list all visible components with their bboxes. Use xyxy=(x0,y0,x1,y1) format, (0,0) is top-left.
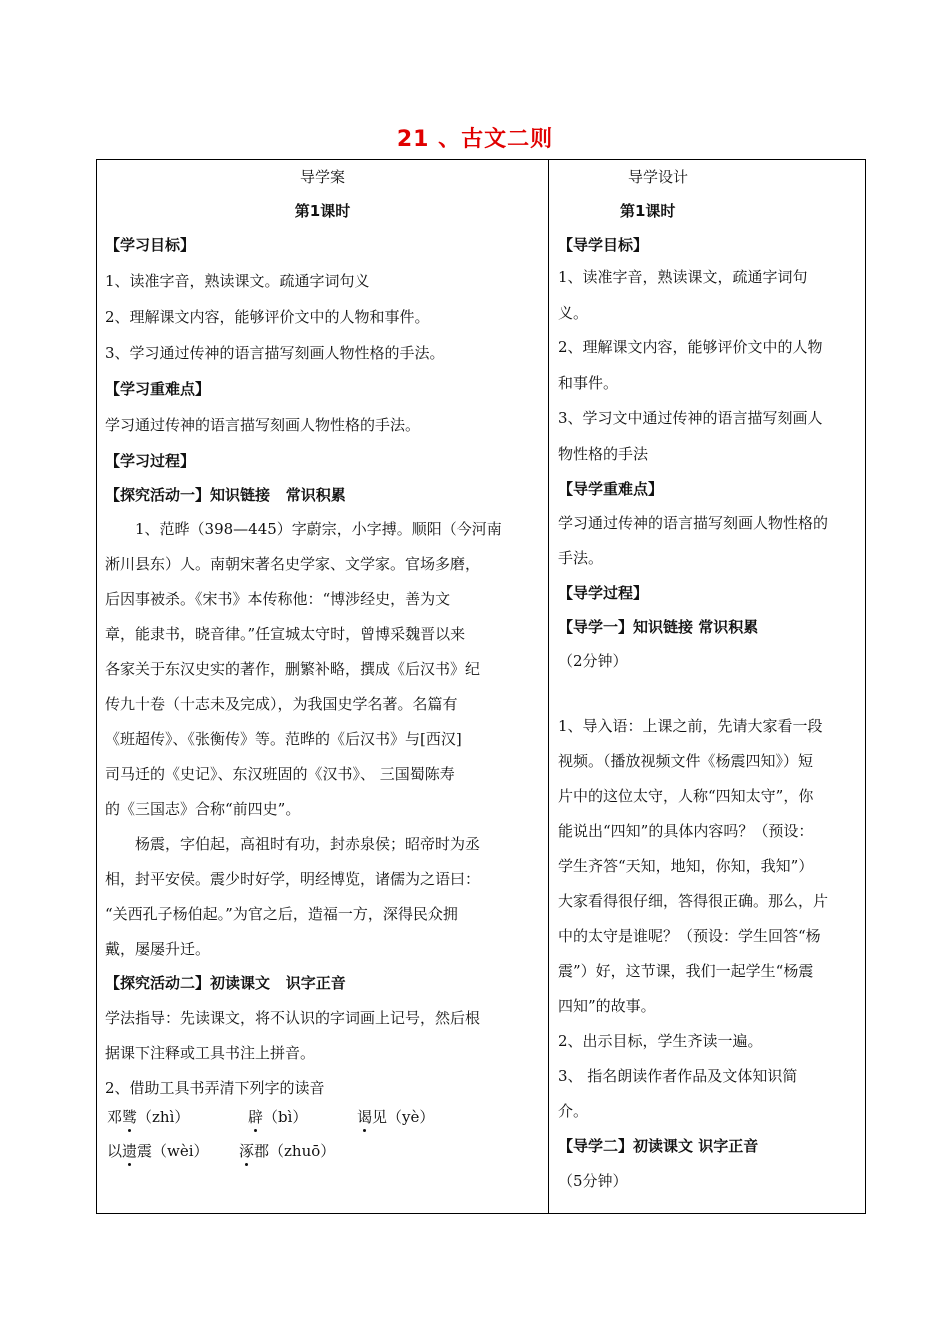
fan-line-9: 的《三国志》合称“前四史”。 xyxy=(105,800,301,818)
step-3b: 介。 xyxy=(558,1102,589,1120)
intro-line-5: 学生齐答“天知，地知，你知，我知”） xyxy=(558,857,814,875)
fan-line-1: 1、范晔（398—445）字蔚宗，小字搏。顺阳（今河南 xyxy=(135,520,502,538)
right-goal-3b: 物性格的手法 xyxy=(558,445,649,463)
yang-line-1: 杨震，字伯起，高祖时有功，封赤泉侯；昭帝时为丞 xyxy=(135,835,481,853)
intro-line-6: 大家看得很仔细，答得很正确。那么，片 xyxy=(558,892,829,910)
yang-line-2: 相，封平安侯。震少时好学，明经博览，诸儒为之语曰： xyxy=(105,870,481,888)
guide-2-time: （5分钟） xyxy=(558,1172,628,1190)
fan-line-5: 各家关于东汉史实的著作，删繁补略，撰成《后汉书》纪 xyxy=(105,660,481,678)
right-goals-heading: 【导学目标】 xyxy=(558,236,649,254)
left-goal-1: 1、读准字音，熟读课文。疏通字词句义 xyxy=(105,272,370,290)
left-key-heading: 【学习重难点】 xyxy=(105,380,211,398)
right-goal-2a: 2、理解课文内容，能够评价文中的人物 xyxy=(558,338,823,356)
intro-line-4: 能说出“四知”的具体内容吗？（预设： xyxy=(558,822,814,840)
method-line-2: 据课下注释或工具书注上拼音。 xyxy=(105,1044,316,1062)
word-row-1 xyxy=(107,1106,189,1127)
left-goals-heading: 【学习目标】 xyxy=(105,236,196,254)
right-goal-1a: 1、读准字音，熟读课文，疏通字词句 xyxy=(558,268,808,286)
yang-line-3: “关西孔子杨伯起。”为官之后，造福一方，深得民众拥 xyxy=(105,905,458,923)
word-dengzhi: 邓骘（zhì） xyxy=(107,1108,190,1126)
right-key-a: 学习通过传神的语言描写刻画人物性格的 xyxy=(558,514,829,532)
left-lesson: 第1课时 xyxy=(294,202,351,220)
word-yizhen: 以遗震（wèi） xyxy=(107,1142,209,1160)
step-3a: 3、 指名朗读作者作品及文体知识简 xyxy=(558,1067,798,1085)
activity-2-tag: 【探究活动二】初读课文 xyxy=(105,974,271,992)
activity-2-heading xyxy=(105,972,346,993)
column-divider xyxy=(548,160,549,1213)
method-line-1: 学法指导：先读课文，将不认识的字词画上记号，然后根 xyxy=(105,1009,481,1027)
activity-1-heading xyxy=(105,484,346,505)
right-goal-3a: 3、学习文中通过传神的语言描写刻画人 xyxy=(558,409,823,427)
guide-1-time: （2分钟） xyxy=(558,652,628,670)
left-key: 学习通过传神的语言描写刻画人物性格的手法。 xyxy=(105,416,421,434)
activity-1-tag: 【探究活动一】知识链接 xyxy=(105,486,271,504)
page-title: 21 、古文二则 xyxy=(396,127,554,152)
right-header: 导学设计 xyxy=(628,168,689,186)
fan-line-7: 《班超传》、《张衡传》等。范晔的《后汉书》与[西汉] xyxy=(105,730,462,748)
fan-line-2: 淅川县东）人。南朝宋著名史学家、文学家。官场多磨， xyxy=(105,555,481,573)
activity-1-title: 常识积累 xyxy=(285,486,346,504)
right-goal-1b: 义。 xyxy=(558,304,589,322)
intro-line-8: 震”）好，这节课，我们一起学生“杨震 xyxy=(558,962,814,980)
activity-2-title: 识字正音 xyxy=(285,974,346,992)
intro-line-2: 视频。（播放视频文件《杨震四知》）短 xyxy=(558,752,814,770)
read-title: 2、借助工具书弄清下列字的读音 xyxy=(105,1079,325,1097)
right-goal-2b: 和事件。 xyxy=(558,374,619,392)
right-process-heading: 【导学过程】 xyxy=(558,584,649,602)
lesson-table xyxy=(96,159,866,1214)
fan-line-8: 司马迁的《史记》、东汉班固的《汉书》、 三国蜀陈寿 xyxy=(105,765,455,783)
right-key-b: 手法。 xyxy=(558,549,604,567)
left-process-heading: 【学习过程】 xyxy=(105,452,196,470)
guide-1-heading: 【导学一】知识链接 常识积累 xyxy=(558,618,759,636)
intro-line-1: 1、导入语：上课之前，先请大家看一段 xyxy=(558,717,823,735)
fan-line-4: 章，能隶书，晓音律。”任宣城太守时，曾博采魏晋以来 xyxy=(105,625,466,643)
fan-line-6: 传九十卷（十志未及完成），为我国史学名著。名篇有 xyxy=(105,695,458,713)
word-zhuojun: 涿郡（zhuō） xyxy=(239,1142,336,1160)
intro-line-9: 四知”的故事。 xyxy=(558,997,656,1015)
intro-line-7: 中的太守是谁呢？（预设：学生回答“杨 xyxy=(558,927,821,945)
step-2: 2、出示目标，学生齐读一遍。 xyxy=(558,1032,763,1050)
yang-line-4: 戴，屡屡升迁。 xyxy=(105,940,211,958)
right-lesson: 第1课时 xyxy=(620,202,676,220)
left-goal-3: 3、学习通过传神的语言描写刻画人物性格的手法。 xyxy=(105,344,445,362)
fan-line-3: 后因事被杀。《宋书》本传称他：“博涉经史，善为文 xyxy=(105,590,451,608)
word-yejian: 谒见（yè） xyxy=(357,1108,435,1126)
intro-line-3: 片中的这位太守，人称“四知太守”，你 xyxy=(558,787,814,805)
left-goal-2: 2、理解课文内容，能够评价文中的人物和事件。 xyxy=(105,308,430,326)
left-header: 导学案 xyxy=(299,168,345,186)
guide-2-heading: 【导学二】初读课文 识字正音 xyxy=(558,1137,759,1155)
word-bi: 辟（bì） xyxy=(248,1108,308,1126)
right-key-heading: 【导学重难点】 xyxy=(558,480,664,498)
